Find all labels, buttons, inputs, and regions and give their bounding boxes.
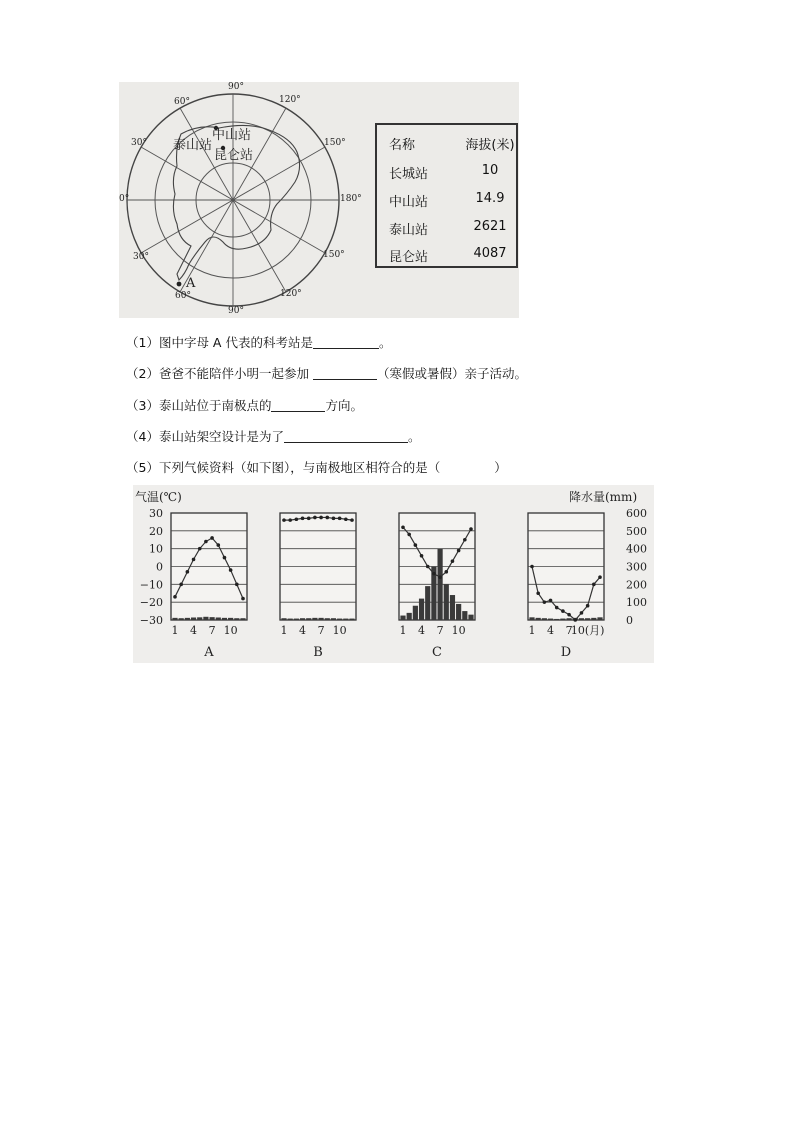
temperature-point bbox=[282, 518, 286, 522]
question-text: 泰山站位于南极点的 bbox=[158, 398, 272, 413]
temperature-point bbox=[229, 568, 233, 572]
temperature-point bbox=[295, 517, 299, 521]
question-text: 爸爸不能陪伴小明一起参加 bbox=[158, 366, 313, 381]
temperature-point bbox=[580, 611, 584, 615]
climate-charts-svg bbox=[133, 485, 654, 663]
question-text-after: （寒假或暑假）亲子活动。 bbox=[376, 366, 527, 381]
precipitation-bar bbox=[468, 615, 473, 620]
precipitation-bar bbox=[191, 618, 196, 620]
question-2 bbox=[126, 364, 527, 382]
precipitation-tick-label: 300 bbox=[626, 560, 647, 574]
precipitation-tick-label: 200 bbox=[626, 578, 647, 592]
temperature-point bbox=[573, 618, 577, 622]
month-tick-label: 10(月) bbox=[570, 624, 605, 637]
temperature-point bbox=[223, 556, 227, 560]
chart-label: D bbox=[560, 645, 572, 660]
point-a-label: A bbox=[186, 276, 196, 291]
temperature-point bbox=[313, 516, 317, 520]
temperature-point bbox=[288, 518, 292, 522]
precipitation-bar bbox=[548, 619, 553, 620]
precipitation-bar bbox=[331, 618, 336, 620]
temperature-point bbox=[186, 570, 190, 574]
temperature-point bbox=[451, 559, 455, 563]
precipitation-bar bbox=[300, 618, 305, 620]
precipitation-tick-label: 500 bbox=[626, 524, 647, 538]
temperature-point bbox=[438, 575, 442, 579]
month-tick-label: 10 bbox=[451, 624, 466, 637]
temperature-point bbox=[319, 516, 323, 520]
longitude-label: 150° bbox=[324, 138, 346, 148]
question-text: 泰山站架空设计是为了 bbox=[158, 429, 284, 444]
temperature-point bbox=[420, 554, 424, 558]
temperature-point bbox=[530, 565, 534, 569]
precipitation-bar bbox=[560, 619, 565, 620]
longitude-label: 60° bbox=[175, 291, 191, 301]
table-cell-name: 昆仑站 bbox=[389, 250, 429, 265]
table-row bbox=[377, 243, 516, 267]
temperature-point bbox=[192, 558, 196, 562]
climate-charts-figure bbox=[133, 485, 654, 663]
precipitation-bar bbox=[294, 619, 299, 620]
question-number: （2） bbox=[126, 366, 159, 381]
question-number: （5） bbox=[126, 460, 159, 475]
temperature-point bbox=[407, 533, 411, 537]
table-cell-altitude: 4087 bbox=[473, 246, 507, 261]
precipitation-bar bbox=[579, 618, 584, 620]
table-cell-altitude: 14.9 bbox=[475, 191, 505, 206]
month-tick-label: 1 bbox=[280, 624, 288, 637]
precipitation-bar bbox=[462, 611, 467, 620]
temperature-tick-label: −30 bbox=[139, 614, 163, 627]
temperature-point bbox=[179, 583, 183, 587]
temperature-point bbox=[344, 517, 348, 521]
temperature-point bbox=[444, 570, 448, 574]
table-row bbox=[377, 160, 516, 184]
temperature-point bbox=[204, 540, 208, 544]
question-number: （3） bbox=[126, 398, 159, 413]
month-tick-label: 7 bbox=[565, 624, 573, 637]
question-text: 图中字母 A 代表的科考站是 bbox=[158, 335, 313, 350]
temperature-point bbox=[567, 613, 571, 617]
answer-blank[interactable] bbox=[271, 399, 325, 412]
temperature-point bbox=[592, 583, 596, 587]
table-header-altitude: 海拔(米) bbox=[465, 138, 515, 153]
question-1 bbox=[126, 333, 391, 351]
temperature-point bbox=[549, 599, 553, 603]
month-tick-label: 7 bbox=[436, 624, 444, 637]
longitude-label: 150° bbox=[323, 250, 345, 260]
longitude-label: 60° bbox=[174, 97, 190, 107]
month-tick-label: 10 bbox=[332, 624, 347, 637]
precipitation-bar bbox=[529, 617, 534, 620]
question-5 bbox=[126, 458, 507, 476]
precipitation-axis-label: 降水量(mm) bbox=[569, 490, 638, 504]
table-cell-name: 泰山站 bbox=[389, 223, 429, 238]
temperature-point bbox=[469, 527, 473, 531]
precipitation-bar bbox=[400, 616, 405, 620]
precipitation-bar bbox=[444, 584, 449, 620]
precipitation-bar bbox=[222, 618, 227, 620]
temperature-point bbox=[414, 543, 418, 547]
temperature-tick-label: 30 bbox=[149, 507, 163, 520]
month-tick-label: 7 bbox=[208, 624, 216, 637]
precipitation-bar bbox=[312, 618, 317, 620]
chart-label: B bbox=[313, 645, 323, 660]
chart-label: A bbox=[204, 645, 214, 660]
station-altitude-table bbox=[375, 123, 518, 268]
precipitation-bar bbox=[216, 618, 221, 620]
table-cell-altitude: 2621 bbox=[473, 219, 507, 234]
temperature-point bbox=[332, 517, 336, 521]
temperature-tick-label: −10 bbox=[139, 578, 163, 592]
precipitation-bar bbox=[185, 618, 190, 620]
precipitation-bar bbox=[437, 549, 442, 620]
longitude-label: 30° bbox=[131, 138, 147, 148]
longitude-label: 180° bbox=[340, 194, 362, 204]
temperature-point bbox=[350, 518, 354, 522]
month-tick-label: 1 bbox=[528, 624, 536, 637]
precipitation-bar bbox=[425, 586, 430, 620]
precipitation-tick-label: 100 bbox=[626, 596, 647, 610]
question-text: 下列气候资料（如下图），与南极地区相符合的是（ bbox=[158, 460, 441, 475]
precipitation-bar bbox=[337, 619, 342, 620]
temperature-point bbox=[463, 538, 467, 542]
precipitation-bar bbox=[234, 618, 239, 620]
table-header-row bbox=[377, 131, 516, 155]
month-tick-label: 4 bbox=[299, 624, 307, 637]
precipitation-bar bbox=[536, 618, 541, 620]
precipitation-bar bbox=[318, 618, 323, 620]
precipitation-bar bbox=[542, 618, 547, 620]
temperature-point bbox=[235, 583, 239, 587]
temperature-point bbox=[555, 606, 559, 610]
question-text-after: ） bbox=[494, 460, 507, 475]
answer-blank[interactable] bbox=[284, 430, 408, 443]
table-cell-name: 中山站 bbox=[389, 195, 429, 210]
precipitation-bar bbox=[325, 618, 330, 620]
precipitation-bar bbox=[566, 618, 571, 620]
longitude-label: 90° bbox=[228, 306, 244, 316]
kunlun-station-label: 昆仑站 bbox=[214, 148, 254, 163]
table-row bbox=[377, 216, 516, 240]
longitude-label: 120° bbox=[279, 95, 301, 105]
temperature-point bbox=[598, 575, 602, 579]
temperature-point bbox=[325, 516, 329, 520]
precipitation-bar bbox=[209, 617, 214, 620]
month-tick-label: 10 bbox=[223, 624, 238, 637]
precipitation-bar bbox=[554, 619, 559, 620]
zhongshan-station-label: 中山站 bbox=[212, 128, 252, 143]
temperature-point bbox=[432, 572, 436, 576]
temperature-point bbox=[457, 549, 461, 553]
precipitation-bar bbox=[456, 604, 461, 620]
table-row bbox=[377, 188, 516, 212]
precipitation-bar bbox=[419, 599, 424, 620]
temperature-point bbox=[307, 517, 311, 521]
precipitation-tick-label: 600 bbox=[626, 507, 647, 520]
table-cell-altitude: 10 bbox=[481, 163, 499, 178]
precipitation-bar bbox=[281, 618, 286, 620]
precipitation-bar bbox=[172, 618, 177, 620]
precipitation-bar bbox=[407, 613, 412, 620]
temperature-tick-label: 20 bbox=[149, 524, 163, 538]
question-text-after: 。 bbox=[407, 429, 421, 444]
temperature-point bbox=[338, 517, 342, 521]
temperature-point bbox=[216, 543, 220, 547]
temperature-point bbox=[426, 565, 430, 569]
precipitation-bar bbox=[288, 619, 293, 620]
temperature-point bbox=[173, 595, 177, 599]
precipitation-bar bbox=[306, 618, 311, 620]
month-tick-label: 4 bbox=[547, 624, 555, 637]
precipitation-bar bbox=[349, 619, 354, 620]
month-tick-label: 1 bbox=[171, 624, 179, 637]
station-a-marker bbox=[177, 282, 182, 287]
month-tick-label: 7 bbox=[317, 624, 325, 637]
table-cell-name: 长城站 bbox=[389, 167, 429, 182]
precipitation-bar bbox=[450, 595, 455, 620]
precipitation-bar bbox=[203, 617, 208, 620]
precipitation-tick-label: 400 bbox=[626, 542, 647, 556]
question-number: （1） bbox=[126, 335, 159, 350]
precipitation-bar bbox=[413, 606, 418, 620]
longitude-label: 0° bbox=[119, 194, 130, 204]
temperature-point bbox=[543, 600, 547, 604]
temperature-tick-label: −20 bbox=[139, 596, 163, 610]
question-3 bbox=[126, 396, 363, 414]
temperature-point bbox=[210, 536, 214, 540]
longitude-label: 120° bbox=[280, 289, 302, 299]
precipitation-bar bbox=[197, 617, 202, 620]
chart-label: C bbox=[432, 645, 442, 660]
temperature-point bbox=[586, 604, 590, 608]
precipitation-bar bbox=[597, 617, 602, 620]
temperature-point bbox=[561, 609, 565, 613]
question-text-after: 。 bbox=[378, 335, 392, 350]
temperature-point bbox=[198, 547, 202, 551]
precipitation-bar bbox=[240, 618, 245, 620]
precipitation-bar bbox=[179, 618, 184, 620]
month-tick-label: 4 bbox=[190, 624, 198, 637]
temperature-point bbox=[401, 525, 405, 529]
question-text-after: 方向。 bbox=[325, 398, 363, 413]
month-tick-label: 1 bbox=[399, 624, 407, 637]
month-tick-label: 4 bbox=[418, 624, 426, 637]
longitude-label: 30° bbox=[133, 252, 149, 262]
precipitation-bar bbox=[585, 618, 590, 620]
temperature-tick-label: 0 bbox=[156, 560, 163, 574]
answer-blank[interactable] bbox=[313, 367, 377, 380]
temperature-point bbox=[536, 591, 540, 595]
precipitation-bar bbox=[591, 618, 596, 620]
question-number: （4） bbox=[126, 429, 159, 444]
question-4 bbox=[126, 427, 420, 445]
temperature-axis-label: 气温(℃) bbox=[135, 490, 182, 504]
temperature-point bbox=[241, 597, 245, 601]
temperature-point bbox=[301, 517, 305, 521]
table-header-name: 名称 bbox=[389, 138, 416, 153]
antarctica-map-figure bbox=[119, 82, 519, 318]
taishan-station-label: 泰山站 bbox=[173, 138, 213, 153]
precipitation-tick-label: 0 bbox=[626, 614, 633, 627]
temperature-tick-label: 10 bbox=[149, 542, 163, 556]
precipitation-bar bbox=[228, 618, 233, 620]
answer-blank[interactable] bbox=[313, 336, 379, 349]
precipitation-bar bbox=[343, 619, 348, 620]
longitude-label: 90° bbox=[228, 82, 244, 92]
